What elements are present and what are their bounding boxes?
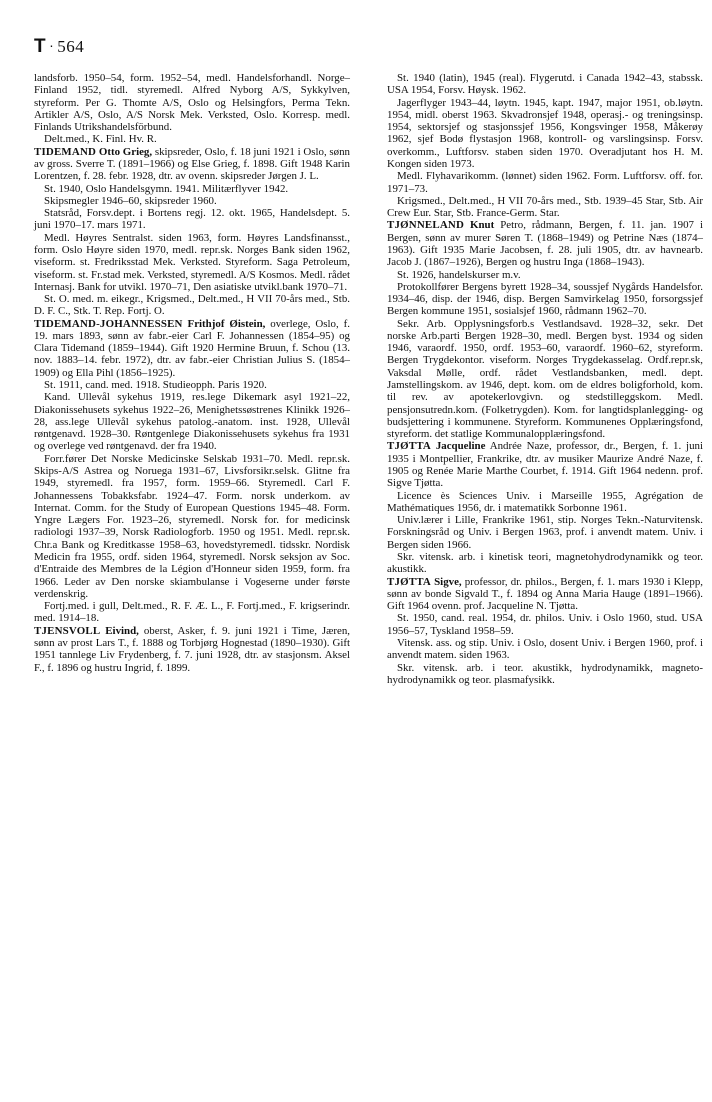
biography-entry	[34, 318, 350, 379]
entry-given-name: Eivind,	[105, 624, 139, 637]
entry-text: skipsreder, Oslo, f. 18 juni 1921 i Oslo, sønn av gross. Sverre T. (1891–1966) og Else Grieg, f. 1898. Gift 1948 Karin Lorentzen, f. 28. febr. 1928, dtr. av ovenn. skipsreder Jørgen J. L.	[34, 145, 350, 183]
biography-entry	[387, 219, 703, 268]
entry-given-name: Frithjof Øistein,	[187, 317, 266, 330]
paragraph: Delt.med., K. Finl. Hv. R.	[44, 133, 157, 146]
paragraph: Skr. vitensk. arb. i teor. akustikk, hydrodynamikk, magneto-hydrodynamikk og teor. plasmafysikk.	[387, 661, 703, 686]
entry-surname: TIDEMAND	[34, 145, 97, 158]
paragraph: Licence ès Sciences Univ. i Marseille 1955, Agrégation de Mathématiques 1956, dr. i matematikk Sorbonne 1961.	[387, 489, 703, 514]
paragraph: Fortj.med. i gull, Delt.med., R. F. Æ. L., F. Fortj.med., F. krigserindr. med. 1914–18.	[34, 600, 350, 625]
biography-entry	[34, 625, 350, 674]
paragraph: St. O. med. m. eikegr., Krigsmed., Delt.med., H VII 70-års med., Stb. D. F. C., Stk. T. Rep. Fortj. O.	[34, 293, 350, 318]
paragraph: St. 1911, cand. med. 1918. Studieopph. Paris 1920.	[44, 379, 267, 392]
entry-surname: TIDEMAND-JOHANNESSEN	[34, 317, 183, 330]
entry-given-name: Sigve,	[434, 575, 462, 588]
biography-entry	[387, 440, 703, 489]
section-letter: T	[34, 36, 47, 57]
continued-paragraph: landsforb. 1950–54, form. 1952–54, medl. Handelsforhandl. Norge–Finland 1952, tidl. styremedl. Alfred Nyborg A/S, Sykkylven, styreform. Per G. Thomte A/S, Oslo og Helsingfors, Perma Tekn. Artikler A/S, Oslo, A/S Norsk Mek. Verksted, Oslo. Korresp. medl. Finlands Utrikshandelsförbund.	[34, 72, 350, 134]
biography-entry	[387, 576, 703, 613]
header-separator: ·	[49, 37, 55, 53]
paragraph: St. 1926, handelskurser m.v.	[397, 268, 521, 281]
entry-surname: TJENSVOLL	[34, 624, 101, 637]
entry-surname: TJØNNELAND	[387, 219, 465, 232]
entry-surname: TJØTTA	[387, 440, 431, 453]
right-column	[387, 72, 703, 686]
page-number: 564	[57, 37, 85, 56]
paragraph: Sekr. Arb. Opplysningsforb.s Vestlandsavd. 1928–32, sekr. Det norske Arb.parti Bergen 1928–30, medl. Bergen byst. 1934 og siden 1946, varaordf. 1950, ordf. 1953–60, varaordf. 1960–62, styreform. Bergen Trygdekontor. viseform. Norges Trygdekasselag. Ordf.repr.sk, Vaksdal Mølle, ordf. rådet Vestlandsbanken, medl. dept. Jamstellingskom. av 1946, dept. kom. om de eldres boligforhold, kom. til rev. av apotekerlovgivn. og stedstilleggskom. Medl. pensjonsutredn.kom. (Folketrygden). Kom. for langtidsplanlegging- og budsjettering i kommunene. Styreform. Kommunenes Opplæringsfond, styreform. det statlige Kommunalopplæringsfond.	[387, 317, 703, 441]
entry-surname: TJØTTA	[387, 575, 431, 588]
paragraph: Jagerflyger 1943–44, løytn. 1945, kapt. 1947, major 1951, ob.løytn. 1954, midl. oberst 1963. Skvadronsjef 1948, operasj.- og treningsinsp. 1954, sektorsjef og stasjonssjef 1956, Kongsvinger 1958, Måkerøy 1962, sjef Bodø flystasjon 1968, kontroll- og varslingsinsp. Forsv. overkomm., Luftforsv. staben siden 1970. Overadjutant hos H. M. Kongen siden 1973.	[387, 96, 703, 170]
paragraph: Vitensk. ass. og stip. Univ. i Oslo, dosent Univ. i Bergen 1960, prof. i anvendt matem. siden 1963.	[387, 636, 703, 662]
paragraph: St. 1940 (latin), 1945 (real). Flygerutd. i Canada 1942–43, stabssk. USA 1954, Forsv. Høysk. 1962.	[387, 72, 703, 97]
page-header	[34, 36, 84, 58]
paragraph: Medl. Høyres Sentralst. siden 1963, form. Høyres Landsfinansst., form. Oslo Høyre siden 1970, medl. repr.sk. Norges Bank siden 1962, viseform. st. Fredriksstad Mek. Verksted. Styreform. Saga Petroleum, viseform. st. Fr.stad mek. Verksted, styremedl. A/S Kosmos. Medl. rådet Internasj. Bank for utvikl. 1970–71, Den asiatiske utvikl.bank 1970–71.	[34, 231, 350, 293]
paragraph: St. 1950, cand. real. 1954, dr. philos. Univ. i Oslo 1960, stud. USA 1956–57, Tyskland 1958–59.	[387, 612, 703, 637]
paragraph: Medl. Flyhavarikomm. (lønnet) siden 1962. Form. Luftforsv. off. for. 1971–73.	[387, 170, 703, 195]
paragraph: Krigsmed., Delt.med., H VII 70-års med., Stb. 1939–45 Star, Stb. Air Crew Eur. Star, Stb. France-Germ. Star.	[387, 194, 703, 220]
entry-given-name: Jacqueline	[435, 440, 486, 453]
paragraph: Univ.lærer i Lille, Frankrike 1961, stip. Norges Tekn.-Naturvitensk. Forskningsråd og Univ. i Bergen 1963, prof. i anvendt matem. Univ. i Bergen siden 1966.	[387, 514, 703, 551]
entry-text: professor, dr. philos., Bergen, f. 1. mars 1930 i Klepp, sønn av bonde Sigvald T., f. 1894 og Anna Maria Hauge (1891–1966). Gift 1964 ovenn. prof. Jacqueline N. Tjøtta.	[387, 575, 703, 613]
paragraph: Forr.fører Det Norske Medicinske Selskab 1931–70. Medl. repr.sk. Skips-A/S Astrea og Noruega 1931–67, Livsforsikr.selsk. Glitne fra 1949, styremedl. fra 1957, form. 1959–66. Styremedl. Carl F. Johannessens Tobakksfabr. 1924–47. Form. norsk underkom. av Internat. Comm. for the Study of European Questions 1945–48. Form. Yngre Lægers For. 1923–26, styremedl. Norsk for. for medicinsk radiologi 1937–39, Norsk Radiologforb. 1950 og 1951. Medl. repr.sk. Chr.a Bank og Kreditkasse 1958–63, hovedstyremedl. tidsskr. Nordisk Medicin fra 1955, ordf. siden 1964, styremedl. Norsk seksjon av Soc. d'Entraide des Membres de la Légion d'Honneur siden 1959, form. fra 1966. Leder av Den norske skiambulanse i Vogeserne under første verdenskrig.	[34, 452, 350, 600]
paragraph: Skipsmegler 1946–60, skipsreder 1960.	[44, 194, 217, 207]
entry-text: Andrée Naze, professor, dr., Bergen, f. 1. juni 1935 i Montpellier, Frankrike, dtr. av musiker Maurize André Naze, f. 1905 og Renée Marie Marthe Courbet, f. 1914. Gift 1964 nedenn. prof. Sigve Tjøtta.	[387, 440, 703, 490]
entry-text: overlege, Oslo, f. 19. mars 1893, sønn av fabr.-eier Carl F. Johannessen (1854–95) og Clara Tidemand (1859–1944). Gift 1920 Hermine Bruun, f. Schou (13. nov. 1883–14. febr. 1972), dtr. av fabr.-eier Christian Julius S. (1854–1909) og Ella Pihl (1856–1925).	[34, 317, 350, 379]
entry-text: Petro, rådmann, Bergen, f. 11. jan. 1907 i Bergen, sønn av murer Søren T. (1868–1949) og Petrine Næs (1874–1963). Gift 1935 Marie Jacobsen, f. 28. juli 1905, dtr. av havnearb. Jacob J. (1867–1926), Bergen og hustru Inga (1868–1943).	[387, 219, 703, 269]
biography-entry	[34, 146, 350, 183]
entry-given-name: Knut	[470, 219, 495, 232]
paragraph: Statsråd, Forsv.dept. i Bortens regj. 12. okt. 1965, Handelsdept. 5. juni 1970–17. mars 1971.	[34, 207, 350, 232]
paragraph: Kand. Ullevål sykehus 1919, res.lege Dikemark asyl 1921–22, Diakonissehusets sykehus 1922–26, Menighetssøstrenes Klinikk 1926–28, ass.lege Ullevål sykehus patolog.-anatom. inst. 1928, Ullevål røntgenavd. 1928–30. Røntgenlege Diakonissehusets sykehus fra 1931 og overlege ved røntgenavd. der fra 1940.	[34, 391, 350, 453]
paragraph: Skr. vitensk. arb. i kinetisk teori, magnetohydrodynamikk og teor. akustikk.	[387, 550, 703, 576]
paragraph: St. 1940, Oslo Handelsgymn. 1941. Militærflyver 1942.	[44, 182, 289, 195]
entry-given-name: Otto Grieg,	[98, 145, 153, 158]
paragraph: Protokollfører Bergens byrett 1928–34, soussjef Nygårds Handelsfor. 1934–46, disp. der 1946, disp. Bergen Samvirkelag 1950, forsorgssjef Bergen kommune 1951, sosialsjef 1960, rådmann 1962–70.	[387, 280, 703, 318]
left-column	[34, 72, 350, 674]
entry-text: oberst, Asker, f. 9. juni 1921 i Time, Jæren, sønn av prost Lars T., f. 1888 og Torbjørg Hognestad (1890–1930). Gift 1951 tannlege Liv Frydenberg, f. 7. juni 1928, dtr. av stasjonsm. Aksel F., f. 1896 og hustru Ingrid, f. 1899.	[34, 624, 350, 674]
